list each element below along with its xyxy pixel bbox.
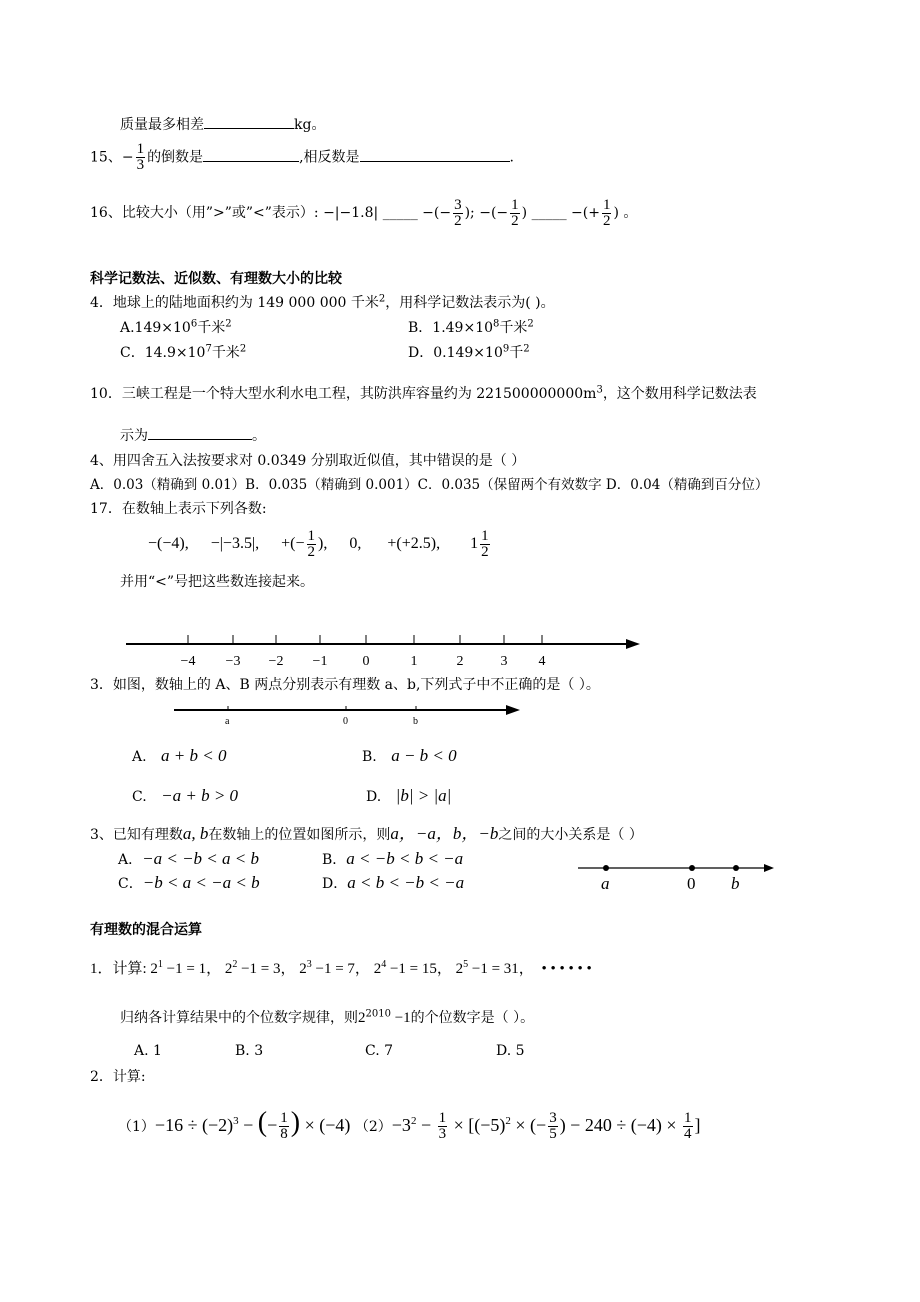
q1-expr: −1 = 3， xyxy=(237,961,296,977)
axis-tick-label: 3 xyxy=(500,654,508,669)
numerator: 3 xyxy=(549,1110,557,1127)
expr: − xyxy=(238,1115,258,1135)
axis-tick-label: −3 xyxy=(225,654,241,669)
q3b-text: 3、已知有理数 xyxy=(90,827,183,843)
label-0: 0 xyxy=(343,716,348,727)
q-prev-unit: kg。 xyxy=(294,117,326,133)
answer-blank[interactable] xyxy=(204,114,294,129)
denominator: 2 xyxy=(307,543,316,560)
q16-expr: −(− xyxy=(479,205,509,221)
axis-arrow xyxy=(626,639,640,649)
axis-tick-label: 1 xyxy=(410,654,418,669)
base: 2 xyxy=(299,961,307,977)
fraction xyxy=(307,529,317,560)
numerator: 1 xyxy=(280,1110,288,1127)
q16-expr: ); xyxy=(464,205,475,221)
axis-arrow xyxy=(764,864,774,872)
superscript: 2010 xyxy=(365,1008,391,1020)
superscript: 2 xyxy=(523,343,530,355)
label-0: 0 xyxy=(687,874,696,893)
option-label: A. xyxy=(132,749,147,765)
superscript: 2 xyxy=(527,318,534,330)
fraction xyxy=(683,1111,693,1142)
number-line-2 xyxy=(170,700,530,730)
q16-expr: −(+ xyxy=(571,205,600,221)
question-4b: 4、用四舍五入法按要求对 0.0349 分别取近似值，其中错误的是（ ） xyxy=(90,453,526,469)
option-b[interactable] xyxy=(362,744,457,769)
option-a[interactable] xyxy=(118,848,259,871)
question-17: 17．在数轴上表示下列各数: xyxy=(90,501,267,517)
numerator: 1 xyxy=(438,1110,447,1127)
q1-text: 归纳各计算结果中的个位数字规律，则 xyxy=(120,1010,358,1026)
option-b[interactable]: B. 3 xyxy=(235,1043,264,1059)
paren-left: ( xyxy=(257,1107,268,1138)
superscript: 3 xyxy=(306,959,312,970)
q15-number: 15、 xyxy=(90,149,122,166)
option-label: B. xyxy=(362,749,377,765)
axis-tick-label: 4 xyxy=(538,654,546,669)
point-a xyxy=(603,865,609,871)
numerator: 1 xyxy=(307,527,316,544)
option-c[interactable] xyxy=(118,872,260,895)
numerator: 1 xyxy=(136,141,145,157)
q16-expr: ) xyxy=(613,205,619,221)
q16-expr: −(− xyxy=(422,205,452,221)
fraction xyxy=(438,1111,448,1142)
label-b: b xyxy=(731,874,740,893)
q3b-text: 之间的大小关系是（ ） xyxy=(498,827,643,843)
numerator: 1 xyxy=(684,1110,692,1127)
superscript: 6 xyxy=(190,318,198,330)
superscript: 4 xyxy=(381,959,387,970)
option-b[interactable] xyxy=(408,318,534,338)
label-b: b xyxy=(413,716,418,727)
point-0 xyxy=(689,865,695,871)
option-a[interactable] xyxy=(120,318,232,338)
option-a[interactable]: A. 1 xyxy=(134,1043,162,1059)
part-label: （1） xyxy=(118,1119,155,1135)
expr: × (−4) xyxy=(300,1115,351,1135)
option-label: C． xyxy=(118,876,143,892)
minus-sign: − xyxy=(121,149,134,166)
option-d[interactable]: D. 5 xyxy=(496,1043,525,1059)
base: 2 xyxy=(373,961,382,977)
q3b-vars: a, b xyxy=(182,824,209,843)
q-prev-line xyxy=(120,114,325,135)
option-text: A.149×10 xyxy=(120,320,191,336)
superscript: 2 xyxy=(505,1115,511,1127)
q4a-stem: 4．地球上的陆地面积约为 149 000 000 千米 xyxy=(90,295,379,311)
q15-text2: ,相反数是 xyxy=(299,149,360,166)
option-text: B．1.49×10 xyxy=(408,320,494,336)
superscript: 2 xyxy=(410,1115,417,1127)
expr: × (− xyxy=(510,1115,547,1135)
fraction xyxy=(453,198,463,229)
superscript: 7 xyxy=(205,343,212,355)
axis-arrow xyxy=(506,705,520,715)
q-prev-text: 质量最多相差 xyxy=(120,117,204,133)
superscript: 3 xyxy=(233,1115,239,1127)
q1-expr: −1 xyxy=(390,1010,411,1026)
question-2: 2．计算: xyxy=(90,1069,146,1085)
superscript: 2 xyxy=(378,293,386,305)
number-line-1 xyxy=(118,628,648,672)
superscript: 8 xyxy=(493,318,500,330)
denominator: 2 xyxy=(602,212,611,229)
option-text: 千 xyxy=(509,345,524,361)
label-a: a xyxy=(225,716,230,727)
question-10 xyxy=(90,384,757,404)
question-3b xyxy=(90,823,643,846)
q2-expressions: $(1)-16 \div (-2)^3$ − (− $\frac{1}{8}$ ) × (−4) $(2)-3^2$ − $\frac{1}{3}$ × [$(-5)^2$ × (− $\frac{3}{5}$ ) − 240 ÷ (−4) × $\frac{1}{4}$ ] xyxy=(118,1107,701,1143)
denominator: 2 xyxy=(511,212,519,229)
superscript: 1 xyxy=(157,959,163,970)
number-item: +(− xyxy=(281,535,305,552)
denominator: 2 xyxy=(454,212,462,229)
option-label: C. xyxy=(132,789,147,805)
axis-tick-label: −2 xyxy=(268,654,284,669)
option-expr: |b| > |a| xyxy=(395,786,452,805)
number-item: −|−3.5|, xyxy=(210,535,260,552)
q10-text: 10．三峡工程是一个特大型水利水电工程，其防洪库容量约为 221500000000m xyxy=(90,386,597,402)
expr: − xyxy=(416,1115,436,1135)
option-expr: a − b < 0 xyxy=(391,746,457,765)
number-item: ), xyxy=(318,535,328,552)
superscript: 9 xyxy=(502,343,510,355)
question-10-line2 xyxy=(120,425,266,446)
fraction xyxy=(480,529,490,560)
number-line-3 xyxy=(574,858,784,894)
numerator: 1 xyxy=(511,196,519,213)
option-text: 千米 xyxy=(499,320,528,336)
paren-right: ) xyxy=(290,1107,301,1138)
denominator: 3 xyxy=(438,1126,447,1143)
answer-blank[interactable]: _____ xyxy=(531,205,567,221)
q4a-stem-end: ，用科学记数法表示为( )。 xyxy=(385,295,555,311)
fraction xyxy=(510,198,520,229)
q1-text: 的个位数字是（ ）。 xyxy=(410,1010,535,1026)
q3b-text: 在数轴上的位置如图所示，则 xyxy=(208,827,391,843)
q15-text: 的倒数是 xyxy=(147,149,204,166)
q16-end: 。 xyxy=(623,205,638,221)
question-16 xyxy=(90,196,637,230)
q3b-vars: a，−a，b，−b xyxy=(390,824,499,843)
q17-numbers xyxy=(148,526,492,562)
answer-blank[interactable]: _____ xyxy=(382,205,418,221)
base: 2 xyxy=(455,961,464,977)
option-label: A． xyxy=(118,852,143,868)
q15-end: . xyxy=(509,149,514,166)
option-d[interactable] xyxy=(366,784,451,809)
denominator: 4 xyxy=(684,1126,692,1143)
superscript: 5 xyxy=(463,959,469,970)
ellipsis: • • • • • • xyxy=(541,961,592,977)
option-c[interactable]: C. 7 xyxy=(365,1043,394,1059)
question-1-line2 xyxy=(120,1007,534,1029)
q16-expr: ) xyxy=(521,205,528,221)
fraction xyxy=(548,1111,558,1142)
base: 2 xyxy=(150,961,158,977)
label-a: a xyxy=(601,874,610,893)
question-4b-options[interactable]: A．0.03（精确到 0.01）B．0.035（精确到 0.001）C．0.035（保留两个有效数字 D．0.04（精确到百分位） xyxy=(90,477,769,493)
section-heading: 科学记数法、近似数、有理数大小的比较 xyxy=(90,271,342,287)
q10-text2: ，这个数用科学记数法表 xyxy=(602,386,757,402)
numerator: 1 xyxy=(602,196,611,213)
q17-tail: 并用“<”号把这些数连接起来。 xyxy=(120,574,315,590)
denominator: 5 xyxy=(549,1126,557,1143)
part-label: （2） xyxy=(354,1119,392,1135)
number-item: −(−4), xyxy=(148,535,189,552)
answer-blank[interactable] xyxy=(148,425,252,440)
denominator: 3 xyxy=(136,157,145,173)
q1-expr: −1 = 15， xyxy=(386,961,452,977)
q1-stem: 1．计算: xyxy=(90,961,147,977)
q10-text: 示为 xyxy=(120,428,148,444)
axis-tick-label: −4 xyxy=(180,654,196,669)
question-4a xyxy=(90,293,555,313)
numerator: 3 xyxy=(454,196,462,213)
axis-tick-label: 0 xyxy=(362,654,370,669)
fraction xyxy=(279,1111,289,1142)
section-heading: 有理数的混合运算 xyxy=(90,922,202,938)
answer-blank[interactable] xyxy=(360,147,510,162)
option-text: 千米 xyxy=(197,320,226,336)
option-expr: −a + b > 0 xyxy=(161,786,239,805)
fraction xyxy=(136,142,146,173)
option-d[interactable] xyxy=(408,343,530,363)
denominator: 2 xyxy=(481,543,489,560)
option-label: B． xyxy=(322,852,347,868)
option-label: D. xyxy=(366,789,382,805)
expr: ) − 240 ÷ (−4) × xyxy=(559,1115,682,1135)
q10-end: 。 xyxy=(252,428,266,444)
option-text: 千米 xyxy=(211,345,240,361)
option-text: C．14.9×10 xyxy=(120,345,206,361)
superscript: 2 xyxy=(225,318,232,330)
q1-expr: −1 = 31， xyxy=(468,961,534,977)
fraction xyxy=(602,198,612,229)
option-b[interactable] xyxy=(322,848,463,871)
base: 2 xyxy=(358,1010,366,1026)
axis-tick-label: −1 xyxy=(312,654,328,669)
q1-expr: −1 = 1， xyxy=(162,961,222,977)
denominator: 8 xyxy=(280,1126,288,1143)
q16-label: 16、比较大小（用”>”或”<”表示）: xyxy=(90,205,319,221)
question-3a: 3．如图，数轴上的 A、B 两点分别表示有理数 a、b,下列式子中不正确的是（ ）。 xyxy=(90,677,600,693)
superscript: 3 xyxy=(596,384,603,396)
axis-tick-label: 2 xyxy=(456,654,464,669)
option-expr: −a < −b < a < b xyxy=(142,849,259,868)
question-1 xyxy=(90,958,592,980)
question-15 xyxy=(90,142,514,173)
option-c[interactable] xyxy=(132,784,238,809)
answer-blank[interactable] xyxy=(203,147,299,162)
numerator: 1 xyxy=(481,527,489,544)
superscript: 2 xyxy=(232,959,238,970)
option-expr: a < b < −b < −a xyxy=(347,873,465,892)
base: 2 xyxy=(224,961,233,977)
option-c[interactable] xyxy=(120,343,246,363)
option-expr: a < −b < b < −a xyxy=(346,849,464,868)
expr: −3 xyxy=(391,1115,411,1135)
option-expr: −b < a < −a < b xyxy=(142,873,260,892)
q16-expr: −|−1.8| xyxy=(323,205,379,221)
number-item: 1 xyxy=(470,535,479,552)
option-expr: a + b < 0 xyxy=(161,746,227,765)
expr: −16 ÷ (−2) xyxy=(154,1115,234,1135)
option-label: D． xyxy=(322,876,348,892)
point-b xyxy=(733,865,739,871)
option-a[interactable] xyxy=(132,744,226,769)
q1-expr: −1 = 7， xyxy=(311,961,370,977)
expr: × [(−5) xyxy=(449,1115,506,1135)
number-item: 0, xyxy=(349,535,362,552)
number-item: +(+2.5), xyxy=(387,535,441,552)
option-d[interactable] xyxy=(322,872,464,895)
option-text: D．0.149×10 xyxy=(408,345,503,361)
superscript: 2 xyxy=(239,343,247,355)
expr: ] xyxy=(694,1115,701,1135)
